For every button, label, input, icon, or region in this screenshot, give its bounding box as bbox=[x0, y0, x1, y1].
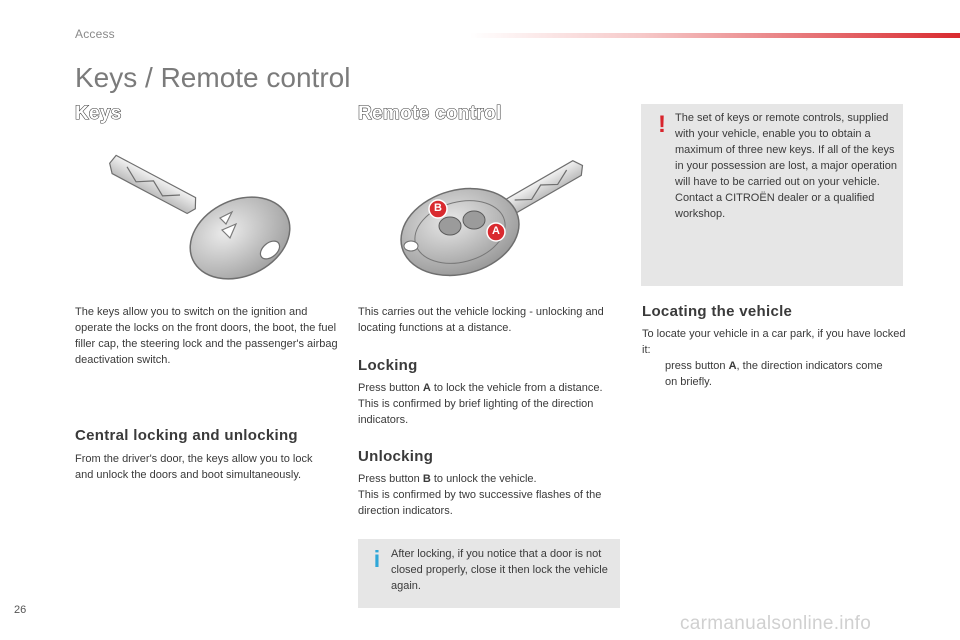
central-locking-heading: Central locking and unlocking bbox=[75, 427, 298, 444]
warning-icon: ! bbox=[658, 111, 666, 138]
warning-text: The set of keys or remote controls, supplied with your vehicle, enable you to obtain a maximum of three new keys. If all of the keys in your possession are lost, a major operation will have to be carried out on your vehicle. Contact a CITROËN dealer or a qualified workshop. bbox=[675, 112, 897, 220]
unlocking-heading: Unlocking bbox=[358, 448, 434, 465]
header-accent-bar bbox=[470, 33, 960, 38]
unlocking-text: Press button B to unlock the vehicle. This is confirmed by two successive flashes of the direction indicators. bbox=[358, 473, 602, 517]
info-text: After locking, if you notice that a door is not closed properly, close it then lock the vehicle again. bbox=[391, 548, 608, 592]
key-illustration bbox=[100, 150, 315, 285]
button-a-label: A bbox=[492, 225, 500, 237]
page-number: 26 bbox=[14, 604, 27, 616]
locking-heading: Locking bbox=[358, 357, 418, 374]
button-b-label: B bbox=[434, 202, 442, 214]
page-title: Keys / Remote control bbox=[75, 62, 351, 93]
locking-text: Press button A to lock the vehicle from a distance. This is confirmed by brief lighting of the direction indicators. bbox=[358, 382, 603, 426]
keys-heading: Keys bbox=[75, 103, 122, 124]
central-locking-text: From the driver's door, the keys allow you to lock and unlock the doors and boot simultaneously. bbox=[75, 453, 313, 481]
keys-intro: The keys allow you to switch on the ignition and operate the locks on the front doors, the boot, the fuel filler cap, the steering lock and the passenger's airbag deactivation switch. bbox=[75, 306, 338, 366]
locating-intro: To locate your vehicle in a car park, if you have locked it: bbox=[642, 328, 906, 356]
remote-control-heading: Remote control bbox=[358, 103, 502, 124]
locating-bullet-text: press button A, the direction indicators come on briefly. bbox=[665, 360, 883, 388]
locating-heading: Locating the vehicle bbox=[642, 303, 793, 320]
remote-intro: This carries out the vehicle locking - unlocking and locating functions at a distance. bbox=[358, 306, 604, 334]
info-icon: i bbox=[373, 546, 381, 572]
section-label: Access bbox=[75, 27, 115, 41]
watermark: carmanualsonline.info bbox=[680, 613, 872, 634]
remote-key-illustration bbox=[392, 150, 592, 285]
